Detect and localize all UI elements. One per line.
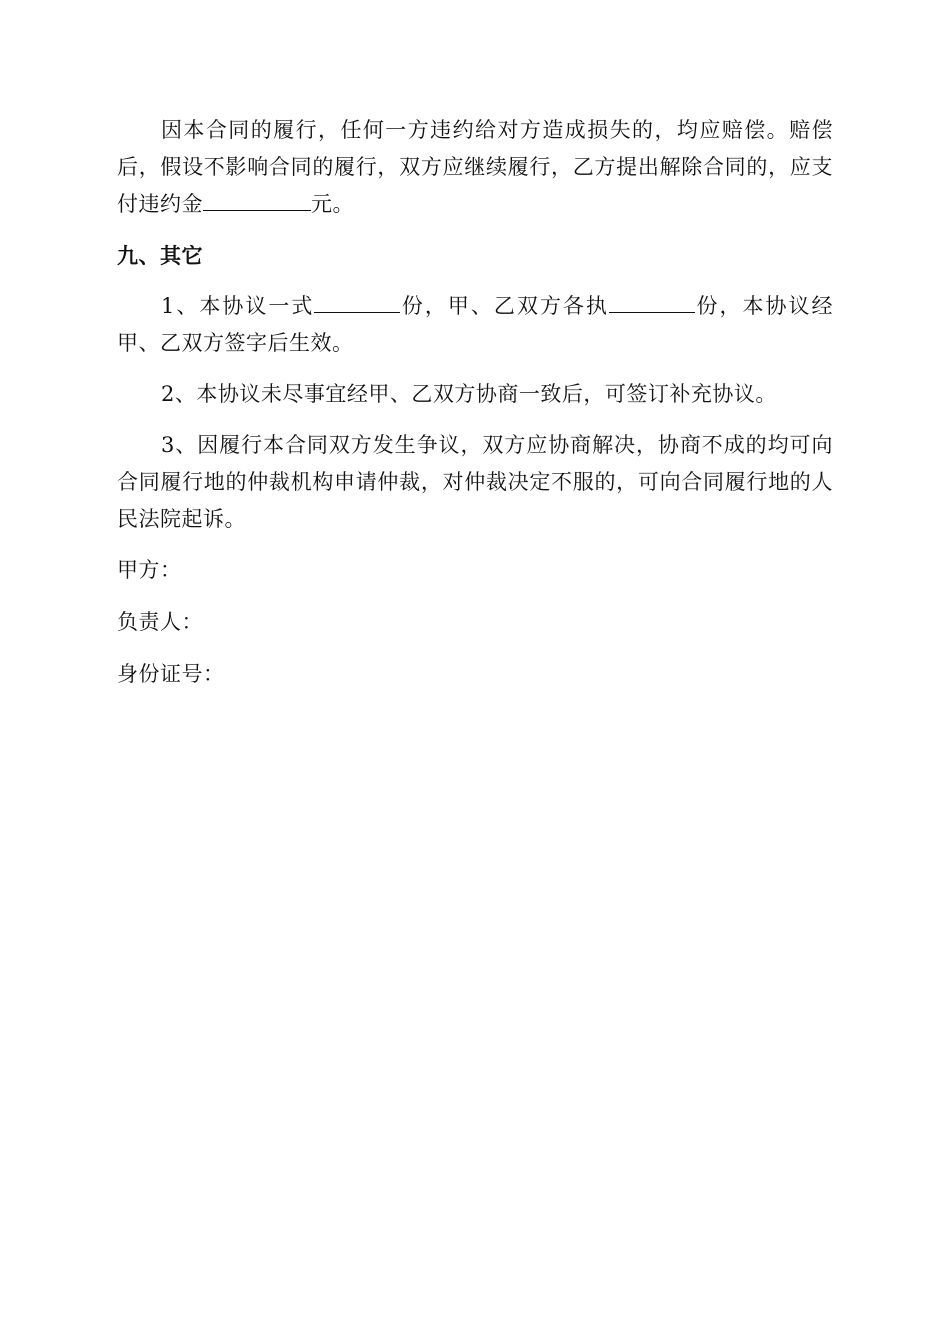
id-number-label: 身份证号： xyxy=(117,662,225,686)
clause-3: 3、因履行本合同双方发生争议，双方应协商解决，协商不成的均可向合同履行地的仲裁机构申请仲裁，对仲裁决定不服的，可向合同履行地的人民法院起诉。 xyxy=(117,433,833,531)
penalty-amount-blank[interactable] xyxy=(203,190,311,211)
copies-each-blank[interactable] xyxy=(609,292,695,313)
liability-text: 因本合同的履行，任何一方违约给对方造成损失的，均应赔偿。赔偿后，假设不影响合同的履行，双方应继续履行，乙方提出解除合同的，应支付违约金 xyxy=(117,118,833,216)
total-copies-blank[interactable] xyxy=(314,292,400,313)
clause-2: 2、本协议未尽事宜经甲、乙双方协商一致后，可签订补充协议。 xyxy=(161,382,777,406)
liability-text-end: 元。 xyxy=(311,192,354,216)
clause-1-part1: 1、本协议一式 xyxy=(161,294,315,318)
clause-1 xyxy=(117,288,833,362)
person-in-charge-label: 负责人： xyxy=(117,610,203,634)
party-a-label: 甲方： xyxy=(117,558,182,582)
section-heading-other: 九、其它 xyxy=(117,243,203,268)
document-page xyxy=(117,112,833,708)
liability-paragraph xyxy=(117,112,833,223)
clause-1-part3: 份，本协议经甲、乙双方签字后生效。 xyxy=(117,294,834,355)
clause-1-part2: 份，甲、乙双方各执 xyxy=(400,294,609,318)
